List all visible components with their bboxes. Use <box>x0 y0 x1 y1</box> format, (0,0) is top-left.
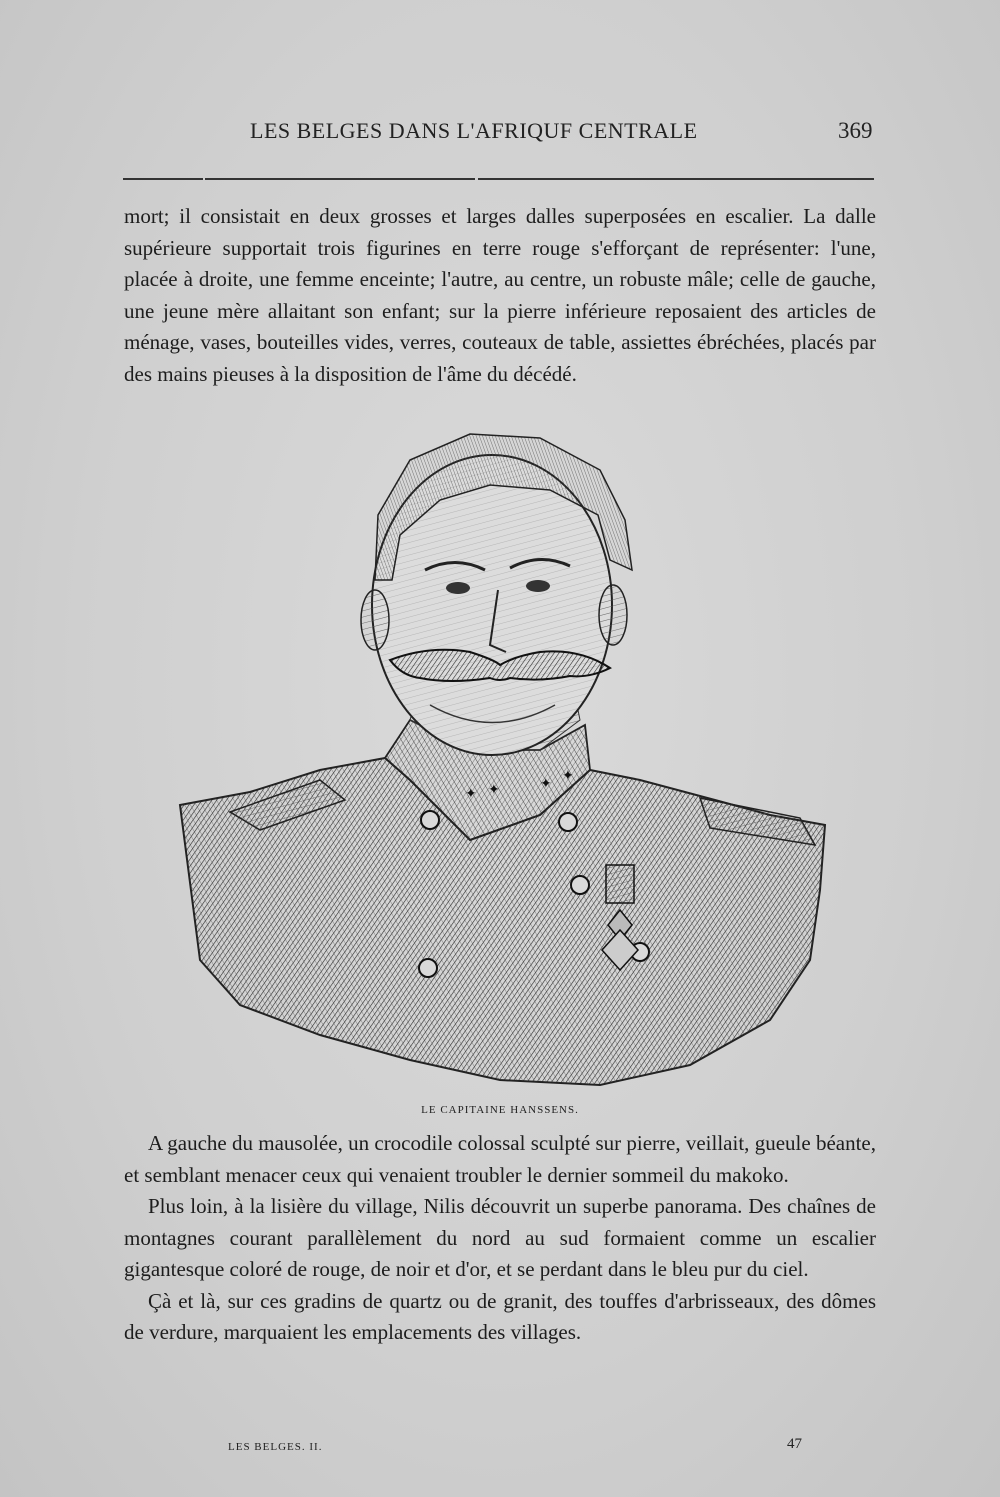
figure-caption: LE CAPITAINE HANSSENS. <box>421 1104 579 1116</box>
paragraph: mort; il consistait en deux grosses et larges dalles superposées en escalier. La dalle supérieure supportait trois figurines en terre rouge s'efforçant de représenter: l'une, placée à droite, une femme enceinte; l'autre, au centre, un robuste mâle; celle de gauche, une jeune mère allaitant son enfant; sur la pierre inférieure reposaient des articles de ménage, vases, bouteilles vides, verres, couteaux de table, assiettes ébréchées, placés par des mains pieuses à la disposition de l'âme du décédé. <box>124 204 876 386</box>
footer-sheet-number: 47 <box>787 1436 802 1452</box>
footer-signature: LES BELGES. II. <box>228 1441 323 1453</box>
header-rule <box>478 178 874 180</box>
paragraph: Çà et là, sur ces gradins de quartz ou de granit, des touffes d'arbrisseaux, des dômes de verdure, marquaient les emplacements des villages. <box>124 1288 876 1344</box>
portrait-engraving <box>170 420 840 1090</box>
header-rule <box>205 178 475 180</box>
svg-text:✦: ✦ <box>488 782 500 798</box>
paragraph: Plus loin, à la lisière du village, Nilis découvrit un superbe panorama. Des chaînes de montagnes courant parallèlement du nord au sud formaient comme un escalier gigantesque coloré de rouge, de noir et d'or, et se perdant dans le bleu pur du ciel. <box>124 1194 876 1281</box>
paragraph: A gauche du mausolée, un crocodile colossal sculpté sur pierre, veillait, gueule béante, et semblant menacer ceux qui venaient troubler le dernier sommeil du makoko. <box>124 1131 876 1187</box>
top-text-block <box>124 201 876 390</box>
running-head: LES BELGES DANS L'AFRIQUF CENTRALE <box>250 118 698 143</box>
svg-text:✦: ✦ <box>540 776 552 792</box>
page-number: 369 <box>838 118 873 143</box>
svg-text:✦: ✦ <box>562 768 574 784</box>
header-rule <box>123 178 203 180</box>
svg-text:✦: ✦ <box>465 786 477 802</box>
bottom-text-block <box>124 1128 876 1349</box>
